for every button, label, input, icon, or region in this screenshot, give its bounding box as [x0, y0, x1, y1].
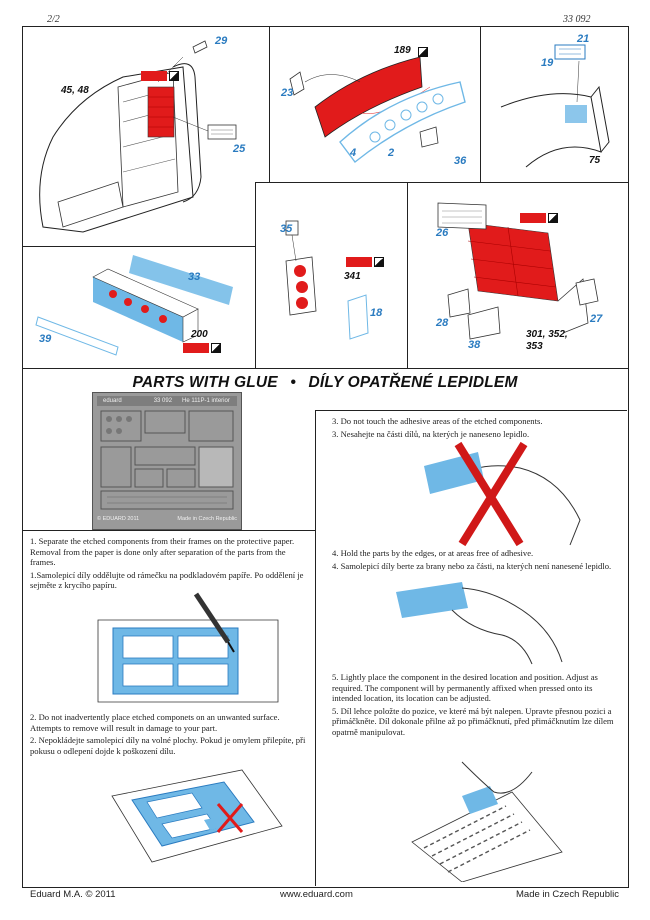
instrument-panel-drawing — [270, 27, 481, 183]
callout-25: 25 — [233, 143, 246, 155]
step-1-illustration — [78, 590, 308, 708]
callout-2: 2 — [388, 147, 395, 159]
page-number: 2/2 — [47, 14, 60, 25]
paint-badge — [183, 343, 221, 353]
callout-39: 39 — [39, 333, 52, 345]
callout-26: 26 — [436, 227, 449, 239]
black-white-icon — [548, 213, 558, 223]
step-5 — [332, 672, 622, 740]
step-4-illustration — [392, 580, 592, 666]
red-swatch-icon — [183, 343, 209, 353]
divider-left — [22, 530, 315, 531]
red-swatch-icon — [141, 71, 167, 81]
step-2-cz: 2. Nepokládejte samolepicí díly na volné plochy. Pokud je omylem přilepíte, při pokusu o odlepení dojde k poškození dílu. — [30, 735, 306, 756]
footer-right: Made in Czech Republic — [516, 889, 619, 900]
side-console-drawing — [481, 27, 628, 183]
panel-rear-wall — [407, 182, 629, 370]
set-code: 33 092 — [563, 14, 591, 25]
callout-21: 21 — [577, 33, 590, 45]
callout-28: 28 — [436, 317, 449, 329]
footer-website[interactable]: www.eduard.com — [280, 889, 353, 900]
step-4-cz: 4. Samolepicí díly berte za brany nebo za části, na kterých není nanesené lepidlo. — [332, 560, 612, 571]
black-white-icon — [169, 71, 179, 81]
callout-18: 18 — [370, 307, 383, 319]
black-white-icon — [374, 257, 384, 267]
panel-cockpit-wall — [22, 26, 271, 248]
step-3-cz: 3. Nesahejte na části dílů, na kterých je naneseno lepidlo. — [332, 428, 530, 439]
fret-brand: eduard — [103, 398, 122, 404]
callout-23: 23 — [281, 87, 294, 99]
black-white-icon — [418, 47, 428, 57]
red-swatch-icon — [520, 213, 546, 223]
callout-33: 33 — [188, 271, 201, 283]
panel-seat-parts — [255, 182, 409, 370]
paint-badge — [141, 71, 179, 81]
callout-19: 19 — [541, 57, 554, 69]
console-drawing — [23, 247, 256, 369]
section-title-en: PARTS WITH GLUE — [132, 374, 278, 391]
fret-code: 33 092 — [153, 398, 173, 404]
step-1 — [30, 536, 312, 593]
step-5-illustration — [402, 752, 582, 882]
step-5-en: 5. Lightly place the component in the desired location and position. Adjust as required. The component will by permanently affixed when pressed onto its intended location, its location can be adjusted. — [332, 672, 598, 704]
step-1-cz: 1.Samolepicí díly oddělujte od rámečku na podkladovém papíře. Po oddělení je sejměte z krycího papíru. — [30, 569, 304, 591]
callout-38: 38 — [468, 339, 481, 351]
callout-189: 189 — [394, 45, 411, 56]
paint-badge — [346, 257, 384, 267]
callout-36: 36 — [454, 155, 467, 167]
fret-copyright: © EDUARD 2011 — [97, 516, 140, 522]
step-5-cz: 5. Díl lehce položte do pozice, ve které má být nalepen. Upravte přesnou pozici a přimáčkněte. Díl dokonale přilne až po přimáčknutí, před přimáčknutím lze dílem opatrně manipulovat. — [332, 705, 614, 737]
callout-341: 341 — [344, 271, 361, 282]
divider-vertical — [315, 410, 316, 886]
section-title-cz: DÍLY OPATŘENÉ LEPIDLEM — [308, 374, 518, 391]
callout-75: 75 — [589, 155, 601, 166]
callout-4: 4 — [350, 147, 357, 159]
callout-200: 200 — [191, 329, 208, 340]
panel-console-parts — [22, 246, 257, 370]
step-2-illustration — [92, 766, 292, 874]
footer-left: Eduard M.A. © 2011 — [30, 889, 116, 900]
section-title — [0, 374, 650, 392]
panel-side-console — [480, 26, 629, 184]
step-3-illustration — [410, 440, 610, 550]
black-white-badge — [418, 47, 428, 57]
fret-footer — [97, 516, 237, 522]
callout-27: 27 — [590, 313, 603, 325]
fret-photo — [92, 392, 242, 530]
step-3-en: 3. Do not touch the adhesive areas of the etched components. — [332, 416, 543, 426]
black-white-icon — [211, 343, 221, 353]
callout-45-48: 45, 48 — [61, 85, 89, 96]
callout-301-352: 301, 352, — [526, 329, 568, 340]
step-4-en: 4. Hold the parts by the edges, or at areas free of adhesive. — [332, 548, 534, 558]
paint-badge — [520, 213, 558, 223]
red-swatch-icon — [346, 257, 372, 267]
callout-35: 35 — [280, 223, 293, 235]
divider-right — [315, 410, 627, 411]
callout-353: 353 — [526, 341, 543, 352]
panel-instrument-panel — [269, 26, 482, 184]
step-2-en: 2. Do not inadvertently place etched componets on an unwanted surface. Attempts to remove will result in damage to your part. — [30, 712, 280, 733]
step-1-en: 1. Separate the etched components from their frames on the protective paper. Removal from the paper is done only after separation of the parts from the frames. — [30, 536, 295, 568]
fret-parts-drawing — [93, 393, 241, 529]
fret-made-in: Made in Czech Republic — [177, 516, 237, 522]
callout-29: 29 — [215, 35, 228, 47]
step-4 — [332, 548, 622, 573]
title-separator: • — [290, 374, 296, 391]
step-3 — [332, 416, 622, 441]
cockpit-wall-drawing — [23, 27, 270, 247]
step-2 — [30, 712, 312, 758]
fret-name: He 111P-1 interior — [182, 398, 230, 404]
seat-drawing — [256, 183, 408, 369]
rear-wall-drawing — [408, 183, 628, 369]
